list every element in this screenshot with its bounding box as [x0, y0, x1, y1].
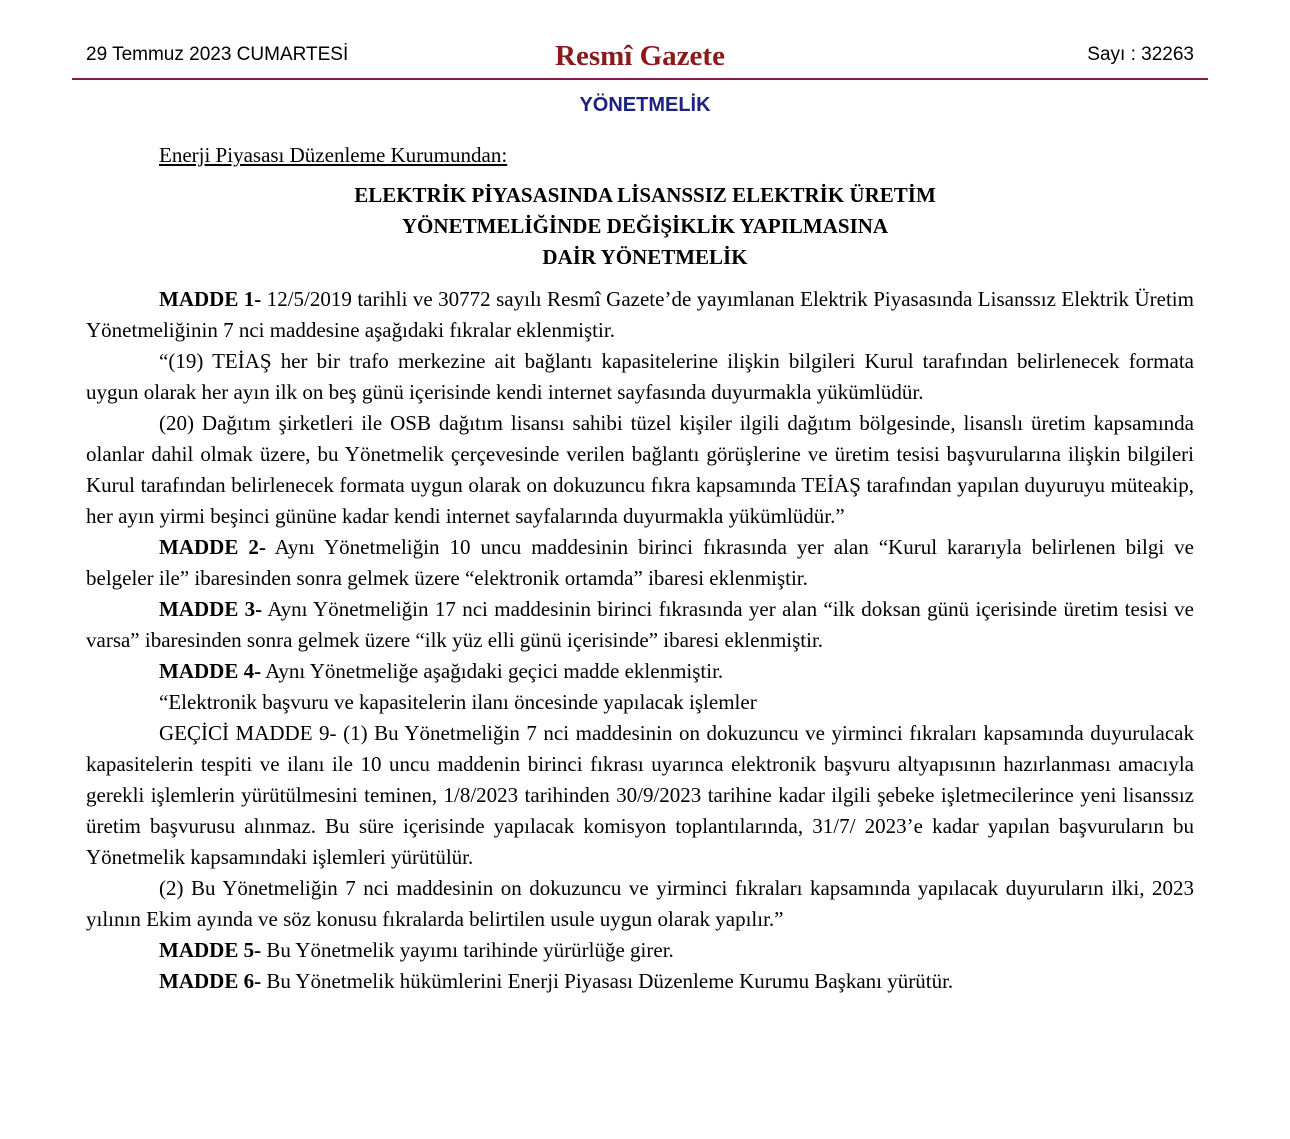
article-label: MADDE 4-	[159, 659, 262, 683]
section-heading: YÖNETMELİK	[579, 94, 711, 116]
article-label: MADDE 5-	[159, 938, 262, 962]
paragraph-text: (20) Dağıtım şirketleri ile OSB dağıtım lisansı sahibi tüzel kişiler ilgili dağıtım bölgesinde, lisanslı üretim kapsamında olanlar dahil olmak üzere, bu Yönetmelik çerçevesinde verilen bağlantı görüşlerine ve üretim tesisi başvurularına ilişkin bilgileri Kurul tarafından belirlenecek formata uygun olarak on dokuzuncu fıkra kapsamında TEİAŞ tarafından yapılan duyuruyu müteakip, her ayın yirmi beşinci gününe kadar kendi internet sayfalarında duyurmakla yükümlüdür.”	[86, 411, 1194, 528]
article-text: Aynı Yönetmeliğin 17 nci maddesinin birinci fıkrasında yer alan “ilk doksan günü içerisinde üretim tesisi ve varsa” ibaresinden sonra gelmek üzere “ilk yüz elli günü içerisinde” ibaresi eklenmiştir.	[86, 597, 1194, 652]
article-text: Aynı Yönetmeliğe aşağıdaki geçici madde eklenmiştir.	[261, 659, 724, 683]
article-text: Bu Yönetmelik yayımı tarihinde yürürlüğe girer.	[261, 938, 674, 962]
provisional-article-9-paragraph-2	[86, 873, 1194, 935]
article-madde-4	[86, 656, 1194, 687]
article-label: MADDE 2-	[159, 535, 266, 559]
article-label: MADDE 3-	[159, 597, 263, 621]
article-label: MADDE 1-	[159, 287, 262, 311]
paragraph-text: “Elektronik başvuru ve kapasitelerin ilanı öncesinde yapılacak işlemler	[159, 690, 757, 714]
article-madde-6	[86, 966, 1194, 997]
issue-date: 29 Temmuz 2023 CUMARTESİ	[86, 44, 349, 65]
gazette-title: Resmî Gazete	[555, 40, 725, 72]
issue-number: Sayı : 32263	[1087, 44, 1194, 65]
article-madde-1	[86, 284, 1194, 346]
provisional-article-heading	[86, 687, 1194, 718]
regulation-title-line: YÖNETMELİĞİNDE DEĞİŞİKLİK YAPILMASINA	[401, 214, 889, 238]
article-madde-5	[86, 935, 1194, 966]
regulation-body	[86, 284, 1194, 997]
regulation-title-line: DAİR YÖNETMELİK	[542, 245, 748, 269]
paragraph-text: (2) Bu Yönetmeliğin 7 nci maddesinin on dokuzuncu ve yirminci fıkraları kapsamında yapılacak duyuruların ilki, 2023 yılının Ekim ayında ve söz konusu fıkralarda belirtilen usule uygun olarak yapılır.”	[86, 876, 1194, 931]
paragraph-19	[86, 346, 1194, 408]
article-text: Bu Yönetmelik hükümlerini Enerji Piyasası Düzenleme Kurumu Başkanı yürütür.	[261, 969, 954, 993]
article-madde-3	[86, 594, 1194, 656]
article-madde-2	[86, 532, 1194, 594]
article-text: Aynı Yönetmeliğin 10 uncu maddesinin birinci fıkrasında yer alan “Kurul kararıyla belirlenen bilgi ve belgeler ile” ibaresinden sonra gelmek üzere “elektronik ortamda” ibaresi eklenmiştir.	[86, 535, 1194, 590]
paragraph-text: “(19) TEİAŞ her bir trafo merkezine ait bağlantı kapasitelerine ilişkin bilgileri Kurul tarafından belirlenecek formata uygun olarak her ayın ilk on beş günü içerisinde kendi internet sayfasında duyurmakla yükümlüdür.	[86, 349, 1194, 404]
paragraph-text: GEÇİCİ MADDE 9- (1) Bu Yönetmeliğin 7 nci maddesinin on dokuzuncu ve yirminci fıkraları kapsamında duyurulacak kapasitelerin tespiti ve ilanı ile 10 uncu maddenin birinci fıkrası uyarınca elektronik başvuru altyapısının hazırlanması amacıyla gerekli işlemlerin yürütülmesini teminen, 1/8/2023 tarihinden 30/9/2023 tarihine kadar ilgili şebeke işletmecilerince yeni lisanssız üretim başvurusu alınmaz. Bu süre içerisinde yapılacak komisyon toplantılarında, 31/7/ 2023’e kadar yapılan başvuruların bu Yönetmelik kapsamındaki işlemleri yürütülür.	[86, 721, 1194, 869]
regulation-title	[0, 180, 1290, 273]
issuing-authority: Enerji Piyasası Düzenleme Kurumundan:	[159, 143, 508, 167]
paragraph-20	[86, 408, 1194, 532]
gazette-header	[72, 38, 1208, 80]
article-text: 12/5/2019 tarihli ve 30772 sayılı Resmî Gazete’de yayımlanan Elektrik Piyasasında Lisanssız Elektrik Üretim Yönetmeliğinin 7 nci maddesine aşağıdaki fıkralar eklenmiştir.	[86, 287, 1194, 342]
article-label: MADDE 6-	[159, 969, 262, 993]
regulation-title-line: ELEKTRİK PİYASASINDA LİSANSSIZ ELEKTRİK ÜRETİM	[354, 183, 936, 207]
provisional-article-9	[86, 718, 1194, 873]
